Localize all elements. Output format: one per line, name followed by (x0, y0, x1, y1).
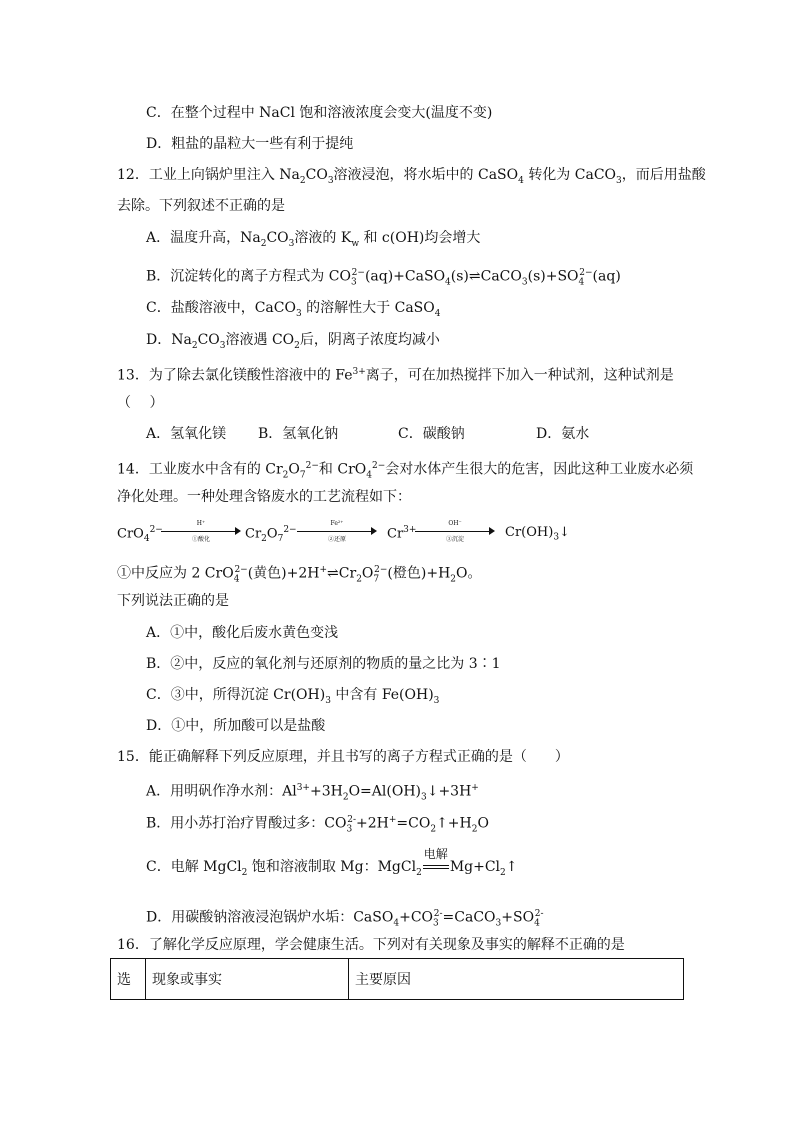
table-header-cell: 选 (111, 959, 146, 1000)
q12-stem-line2: 去除。下列叙述不正确的是 (117, 198, 285, 214)
q13-option-c: C．碳酸钠 (398, 426, 465, 442)
q15-option-c: C．电解 MgCl$_2$ 饱和溶液制取 Mg：MgCl$_2$ 电解 $Mg+Cl_2↑$ (146, 847, 518, 878)
flow-species-chromium-ion: $Cr^{3+}$ (387, 525, 417, 542)
q15-option-b: B．用小苏打治疗胃酸过多：$CO_3^{2-}+2H^+=CO_2↑+H_2O$ (146, 815, 489, 835)
table-row (111, 959, 684, 1000)
flow-species-dichromate: $Cr_2O_7^{2-}$ (245, 525, 297, 544)
q13-answer-paren: （ ） (117, 395, 164, 411)
flow-arrow-precipitate: OH⁻ ③沉淀 (415, 520, 495, 550)
q14-stem-line1: 14．工业废水中含有的 $Cr_2O_7^{2-}$和 CrO$_4^{2-}$会对水体产生很大的危害，因此这种工业废水必须 (117, 461, 694, 481)
q14-option-b: B．②中，反应的氧化剂与还原剂的物质的量之比为 3∶1 (146, 656, 501, 672)
electrolysis-sign: 电解 (422, 857, 450, 877)
table-header-cell: 主要原因 (349, 959, 684, 1000)
q16-stem: 16．了解化学反应原理，学会健康生活。下列对有关现象及事实的解释不正确的是 (117, 937, 625, 953)
q14-stem-line2: 净化处理。一种处理含铬废水的工艺流程如下： (117, 489, 411, 505)
q12-stem-line1: 12．工业上向锅炉里注入 $Na_2CO_3$溶液浸泡，将水垢中的 CaSO$_4$ 转化为 CaCO$_3$，而后用盐酸 (117, 167, 706, 186)
prev-option-d: D．粗盐的晶粒大一些有利于提纯 (146, 136, 354, 152)
q14-ask: 下列说法正确的是 (117, 593, 229, 609)
q13-option-d: D．氨水 (536, 426, 590, 442)
q14-option-c: C．③中，所得沉淀 $Cr(OH)_3$ 中含有 $Fe(OH)_3$ (146, 687, 440, 706)
q12-option-a: A．温度升高，$Na_2CO_3$溶液的 $K_w$ 和 c(OH)均会增大 (146, 230, 481, 249)
q12-option-b: B．沉淀转化的离子方程式为 $CO_3^{2-}(aq)+CaSO_4(s)\rightleftharpoons CaCO_3(s)+SO_4^{2-}(aq)$ (146, 268, 621, 288)
q14-option-a: A．①中，酸化后废水黄色变浅 (146, 625, 339, 641)
flow-arrow-acidify: H⁺ ①酸化 (161, 520, 241, 550)
q13-option-b: B．氢氧化钠 (258, 426, 339, 442)
q12-option-c: C．盐酸溶液中，CaCO$_3$ 的溶解性大于 CaSO$_4$ (146, 300, 441, 319)
q14-option-d: D．①中，所加酸可以是盐酸 (146, 718, 326, 734)
flow-species-chromate: CrO$_4^{2-}$ (117, 525, 163, 544)
flow-species-hydroxide: $Cr(OH)_3↓$ (505, 525, 570, 543)
q15-stem: 15．能正确解释下列反应原理，并且书写的离子方程式正确的是（ ） (117, 749, 569, 765)
q16-table (110, 958, 684, 1000)
table-header-cell: 现象或事实 (146, 959, 349, 1000)
prev-option-c: C．在整个过程中 NaCl 饱和溶液浓度会变大(温度不变) (146, 105, 493, 121)
q14-reaction: ①中反应为 2 CrO$_4^{2-}$(黄色)$+2H^+\rightleftharpoons Cr_2O_7^{2-}$(橙色)$+H_2O$。 (117, 565, 482, 585)
q15-option-d: D．用碳酸钠溶液浸泡锅炉水垢：$CaSO_4+CO_3^{2-}=CaCO_3+SO_4^{2-}$ (146, 909, 544, 929)
q15-option-a: A．用明矾作净水剂：$Al^{3+}+3H_2O=Al(OH)_3↓+3H^+$ (146, 783, 479, 803)
flow-arrow-reduce: Fe²⁺ ②还原 (297, 520, 377, 550)
q13-stem: 13．为了除去氯化镁酸性溶液中的 $Fe^{3+}$离子，可在加热搅拌下加入一种试剂，这种试剂是 (117, 367, 674, 384)
q13-option-a: A．氢氧化镁 (146, 426, 227, 442)
process-flow (117, 520, 677, 550)
q12-option-d: D．$Na_2CO_3$溶液遇 $CO_2$后，阴离子浓度均减小 (146, 332, 440, 351)
